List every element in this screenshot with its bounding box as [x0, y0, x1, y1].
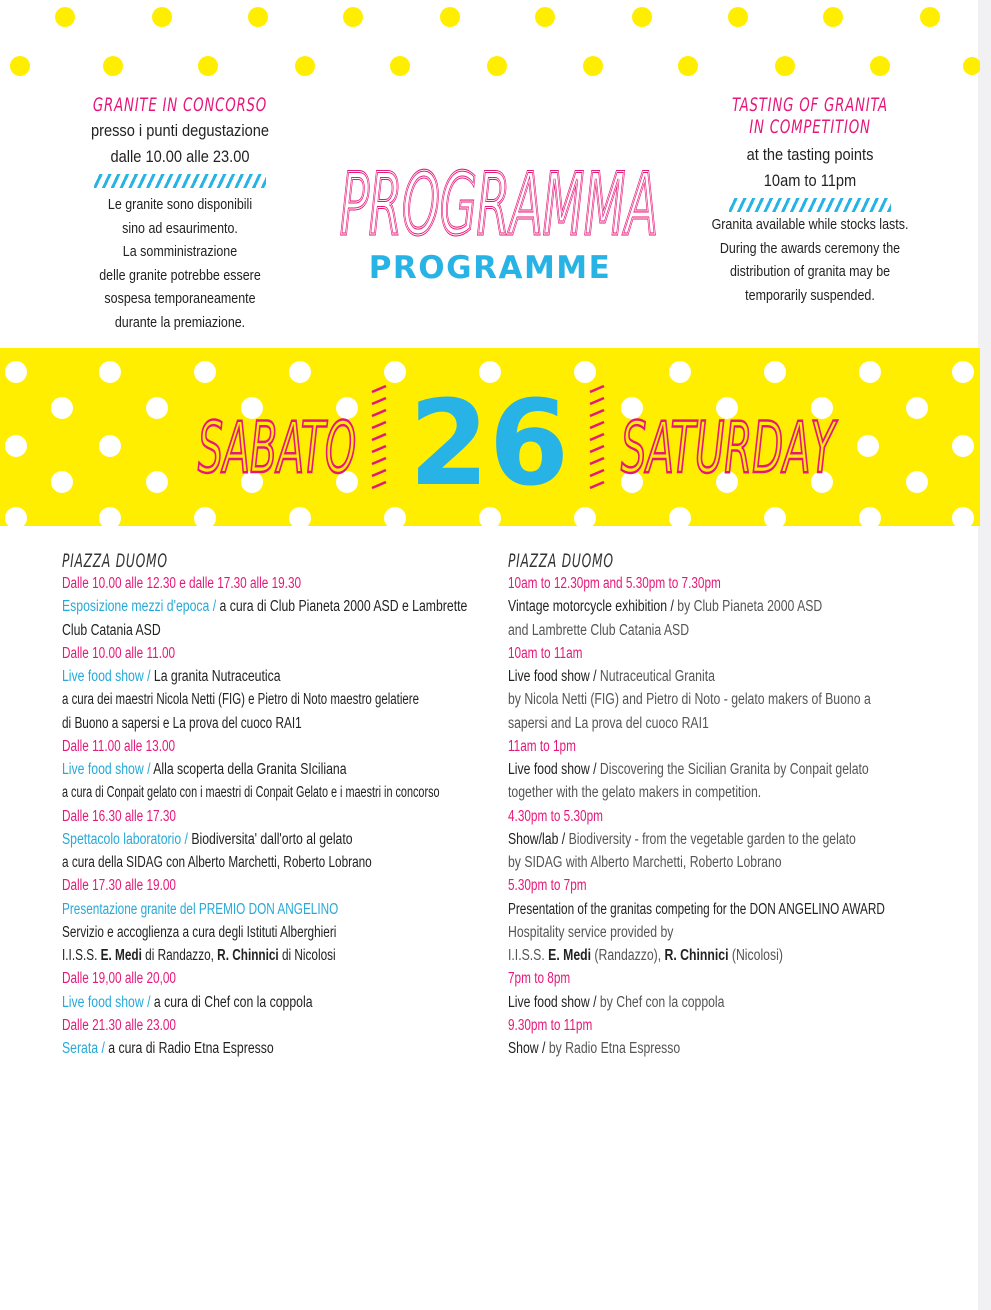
- italian-event-2-title: Live food show /: [62, 668, 151, 685]
- english-event-5-cont-1: Hospitality service provided by: [508, 923, 674, 941]
- italian-time-3: Dalle 11.00 alle 13.00: [62, 737, 176, 755]
- italian-school-prefix: I.I.S.S.: [62, 947, 101, 964]
- english-event-7: [508, 1037, 840, 1060]
- english-school-2-place: (Nicolosi): [728, 947, 783, 964]
- english-school-prefix: I.I.S.S.: [508, 947, 549, 964]
- right-info-note-1: Granita available while stocks lasts.: [711, 217, 909, 233]
- english-time-2: 10am to 11am: [508, 644, 583, 662]
- programme-subtitle: PROGRAMME: [368, 250, 612, 286]
- italian-event-1-detail: a cura di Club Pianeta 2000 ASD e Lambrette: [216, 598, 468, 616]
- right-info-note-4: temporarily suspended.: [745, 287, 875, 304]
- english-location-heading: PIAZZA DUOMO: [508, 550, 614, 572]
- english-event-3-title: Live food show /: [508, 761, 597, 778]
- english-time-5: 5.30pm to 7pm: [508, 877, 587, 895]
- right-info-sub-1: at the tasting points: [746, 145, 874, 164]
- english-event-1-title: Vintage motorcycle exhibition /: [508, 598, 674, 616]
- english-event-6-title: Live food show /: [508, 993, 597, 1011]
- english-event-3-detail: Discovering the Sicilian Granita by Conpait gelato: [596, 761, 869, 778]
- italian-event-2-cont-2: di Buono a sapersi e La prova del cuoco RAI1: [62, 714, 302, 732]
- right-hatch-divider: [729, 198, 891, 212]
- italian-event-6-title: Live food show /: [62, 993, 151, 1011]
- english-event-2-cont-1: by Nicola Netti (FIG) and Pietro di Noto - gelato makers of Buono a: [508, 691, 871, 709]
- left-info-note-6: durante la premiazione.: [114, 314, 246, 331]
- english-event-4-title: Show/lab /: [508, 830, 566, 848]
- english-event-5-title: Presentation of the granitas competing for the DON ANGELINO AWARD: [508, 900, 885, 918]
- italian-event-1-title: Esposizione mezzi d'epoca /: [62, 598, 217, 616]
- english-time-7: 9.30pm to 11pm: [508, 1016, 593, 1034]
- english-event-2-title: Live food show /: [508, 668, 597, 685]
- italian-event-2: [62, 665, 402, 688]
- english-event-1: [508, 595, 840, 618]
- english-event-4: [508, 828, 856, 851]
- day-right-label: SATURDAY: [621, 407, 838, 489]
- italian-time-2: Dalle 10.00 alle 11.00: [62, 644, 176, 662]
- day-left-label: SABATO: [198, 407, 356, 489]
- english-time-3: 11am to 1pm: [508, 737, 576, 755]
- english-event-2-detail: Nutraceutical Granita: [596, 668, 715, 685]
- english-event-1-detail: by Club Pianeta 2000 ASD: [673, 598, 823, 616]
- english-event-2-cont-2: sapersi and La prova del cuoco RAI1: [508, 714, 709, 732]
- left-info-sub-1: presso i punti degustazione: [90, 121, 269, 140]
- right-info-block: [690, 94, 930, 308]
- programma-title-text: PROGRAMMA: [340, 155, 658, 247]
- italian-event-4: [62, 828, 402, 851]
- english-event-3: [508, 758, 869, 781]
- italian-event-1-cont: Club Catania ASD: [62, 621, 161, 639]
- english-event-4-cont: by SIDAG with Alberto Marchetti, Roberto Lobrano: [508, 854, 782, 871]
- left-info-block: [60, 94, 300, 335]
- english-event-5-cont-2: [508, 944, 840, 967]
- english-event-3-cont: together with the gelato makers in competition.: [508, 784, 762, 802]
- italian-event-2-detail: La granita Nutraceutica: [150, 668, 281, 685]
- italian-event-5-cont-1: Servizio e accoglienza a cura degli Istituti Alberghieri: [62, 923, 337, 941]
- english-event-2: [508, 665, 840, 688]
- italian-event-2-cont-1: a cura dei maestri Nicola Netti (FIG) e Pietro di Noto maestro gelatiere: [62, 691, 419, 709]
- italian-event-4-cont: a cura della SIDAG con Alberto Marchetti, Roberto Lobrano: [62, 854, 372, 871]
- english-school-2: R. Chinnici: [664, 947, 729, 964]
- italian-school-1: E. Medi: [100, 947, 142, 964]
- italian-school-2-place: di Nicolosi: [278, 947, 336, 964]
- english-time-1: 10am to 12.30pm and 5.30pm to 7.30pm: [508, 575, 721, 592]
- italian-school-1-place: di Randazzo,: [141, 947, 218, 964]
- english-event-7-title: Show /: [508, 1040, 546, 1057]
- italian-event-3-cont: a cura di Conpait gelato con i maestri di Conpait Gelato e i maestri in concorso: [62, 784, 440, 802]
- left-info-note-2: sino ad esaurimento.: [122, 220, 238, 237]
- italian-time-7: Dalle 21.30 alle 23.00: [62, 1016, 176, 1034]
- italian-event-3-detail: Alla scoperta della Granita SIciliana: [150, 761, 347, 778]
- left-hatch-divider: [94, 174, 266, 188]
- programma-title-inline: PROGRAMMA: [340, 155, 658, 247]
- left-info-note-3: La somministrazione: [122, 244, 238, 260]
- top-polka-dots: [0, 0, 980, 90]
- right-zigzag-divider: [590, 386, 604, 488]
- english-event-7-detail: by Radio Etna Espresso: [545, 1040, 681, 1057]
- left-info-sub-2: dalle 10.00 alle 23.00: [110, 147, 250, 166]
- left-info-note-5: sospesa temporaneamente: [104, 291, 256, 307]
- italian-school-2: R. Chinnici: [217, 947, 279, 964]
- right-info-title-2: IN COMPETITION: [749, 116, 871, 138]
- right-info-sub-2: 10am to 11pm: [763, 171, 857, 190]
- english-time-4: 4.30pm to 5.30pm: [508, 807, 603, 825]
- english-event-6: [508, 991, 840, 1014]
- italian-event-1: [62, 595, 468, 618]
- english-school-1-place: (Randazzo),: [591, 947, 665, 964]
- italian-event-7: [62, 1037, 402, 1060]
- left-info-note-4: delle granite potrebbe essere: [99, 267, 261, 284]
- english-event-1-cont: and Lambrette Club Catania ASD: [508, 621, 690, 639]
- english-time-6: 7pm to 8pm: [508, 970, 571, 988]
- right-info-note-3: distribution of granita may be: [729, 264, 891, 280]
- english-schedule: [508, 548, 928, 1060]
- italian-event-5-cont-2: [62, 944, 389, 967]
- left-info-title: GRANITE IN CONCORSO: [92, 94, 268, 116]
- italian-event-4-detail: Biodiversita' dall'orto al gelato: [187, 830, 353, 848]
- day-banner-graphic: [0, 348, 980, 526]
- italian-event-6-detail: a cura di Chef con la coppola: [150, 993, 313, 1011]
- english-event-6-detail: by Chef con la coppola: [596, 993, 725, 1011]
- italian-time-6: Dalle 19,00 alle 20,00: [62, 970, 176, 988]
- italian-schedule: [62, 548, 492, 1060]
- italian-event-6: [62, 991, 402, 1014]
- italian-time-1: Dalle 10.00 alle 12.30 e dalle 17.30 alle 19.30: [62, 575, 302, 592]
- programma-title: [334, 152, 664, 247]
- italian-event-5-title: Presentazione granite del PREMIO DON ANGELINO: [62, 900, 339, 918]
- italian-time-4: Dalle 16.30 alle 17.30: [62, 807, 176, 825]
- italian-event-7-title: Serata /: [62, 1040, 105, 1057]
- day-banner: [0, 348, 980, 526]
- page-edge: [978, 0, 991, 1310]
- right-info-title-1: TASTING OF GRANITA: [732, 94, 888, 116]
- italian-location-heading: PIAZZA DUOMO: [62, 550, 168, 572]
- right-info-note-2: During the awards ceremony the: [719, 240, 901, 257]
- italian-event-7-detail: a cura di Radio Etna Espresso: [104, 1040, 274, 1057]
- day-number: 26: [409, 374, 569, 512]
- italian-time-5: Dalle 17.30 alle 19.00: [62, 877, 176, 895]
- left-zigzag-divider: [372, 386, 386, 488]
- italian-event-3: [62, 758, 402, 781]
- italian-event-3-title: Live food show /: [62, 761, 151, 778]
- english-school-1: E. Medi: [548, 947, 592, 964]
- italian-event-4-title: Spettacolo laboratorio /: [62, 830, 188, 848]
- english-event-4-detail: Biodiversity - from the vegetable garden to the gelato: [565, 830, 856, 848]
- left-info-note-1: Le granite sono disponibili: [107, 197, 253, 213]
